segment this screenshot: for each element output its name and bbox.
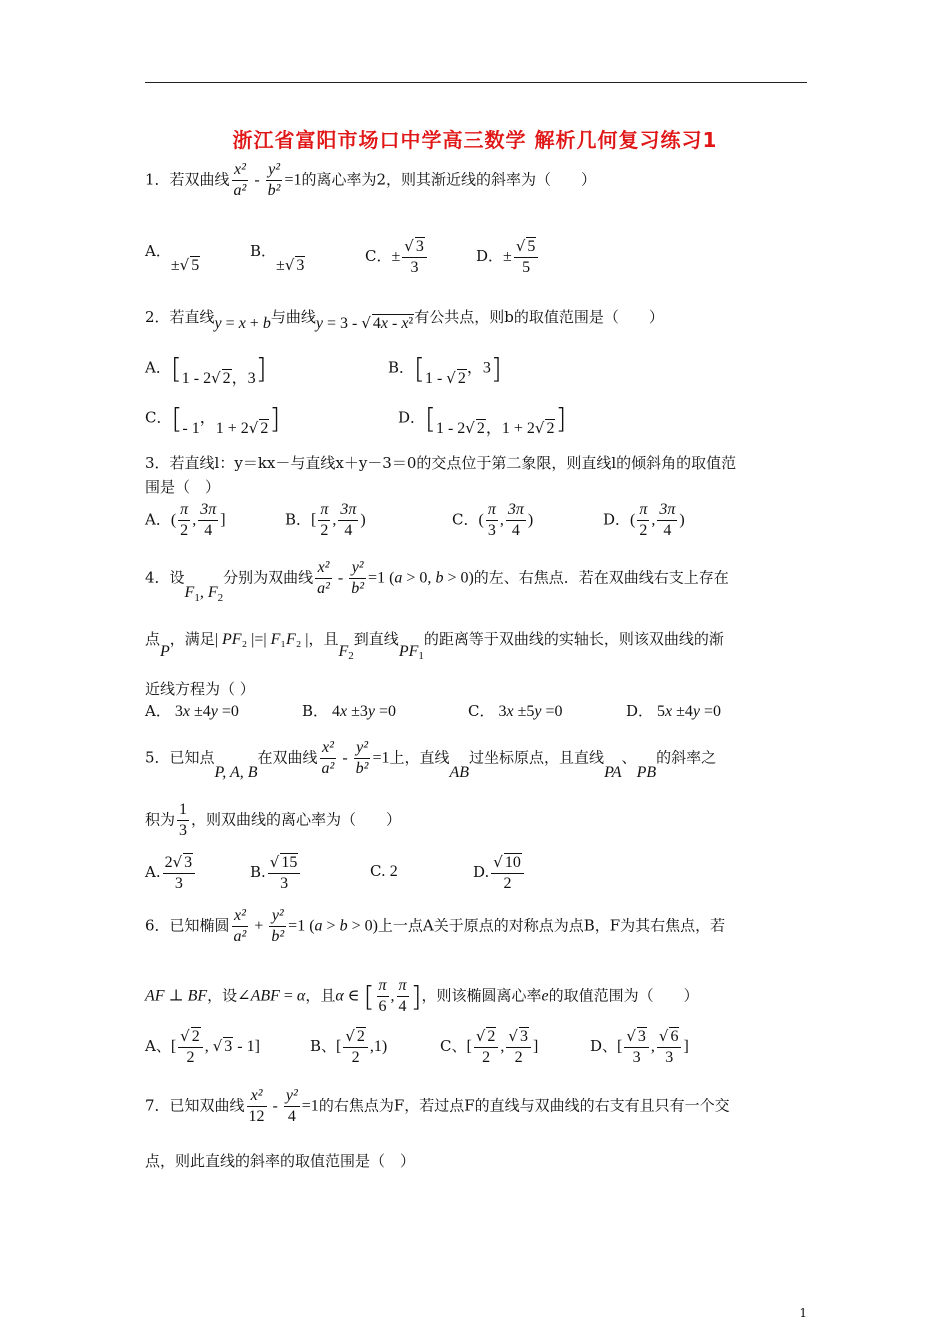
page-number: 1	[799, 1306, 807, 1320]
question-4-line-3: 近线方程为（ ）	[145, 680, 255, 698]
question-6-line-2: AF ⊥ BF，设∠ABF = α，且α ∈ [ $\frac{\pi}{6}$ , $\frac{\pi}{4}$ ]，则该椭圆离心率e的取值范围为（ ）	[145, 977, 699, 1015]
q5-option-a: A. $\frac{2√ 3}{3}$	[145, 852, 197, 894]
q1-option-c: C．± $\frac{√ 3}{3}$	[365, 236, 429, 278]
q5-option-b: B. $\frac{√ 15}{3}$	[250, 852, 302, 894]
q3-option-b: B．[ $\frac{\pi}{2}$ , $\frac{3\pi}{4}$ )	[285, 501, 366, 539]
question-4-line-1: 4．设$F_1$, $F_2$分别为双曲线 $\frac{\text{x²}}{\text{a²}}$ - $\frac{\text{y²}}{\text{b²}}$ =1 (a > 0, b > 0)的左、右焦点．若在双曲线右支上存在	[145, 559, 729, 604]
question-2: 2．若直线y = x + b与曲线y = 3 - √ 4x - x²有公共点，则b的取值范围是（ ）	[145, 308, 664, 332]
q2-option-d: D．[1 - 2√ 2，1 + 2√ 2]	[398, 402, 567, 437]
q3-option-c: C．( $\frac{\pi}{3}$ , $\frac{3\pi}{4}$ )	[452, 501, 534, 539]
q3-option-d: D．( $\frac{\pi}{2}$ , $\frac{3\pi}{4}$ )	[603, 501, 685, 539]
q2-option-a: A．[1 - 2√ 2，3]	[145, 352, 267, 387]
question-3-line-1: 3．若直线l：y＝kx－与直线x＋y－3＝0的交点位于第二象限，则直线l的倾斜角的取值范	[145, 454, 737, 472]
q4-option-b: B． 4x ±3y =0	[302, 702, 397, 720]
q4-option-a: A． 3x ±4y =0	[145, 702, 239, 720]
q3-option-a: A．( $\frac{\pi}{2}$ , $\frac{3\pi}{4}$ ]	[145, 501, 226, 539]
question-7-line-1: 7．已知双曲线 $\frac{\text{x²}}{12}$ - $\frac{\text{y²}}{4}$ =1的右焦点为F，若过点F的直线与双曲线的右支有且只有一个交	[145, 1087, 730, 1125]
formula: $\frac{\text{x²}}{\text{a²}}$	[233, 161, 247, 199]
q6-option-b: B、[ $\frac{√ 2}{2}$ ,1)	[310, 1027, 388, 1066]
q6-option-c: C、[ $\frac{√ 2}{2}$ , $\frac{√ 3}{2}$ ]	[440, 1027, 539, 1066]
header-rule	[145, 82, 807, 83]
question-4-line-2: 点P，满足| PF₂ |=| F₁F₂ |，且$F_2$到直线$PF_1$的距离等于双曲线的实轴长，则该双曲线的渐	[145, 630, 724, 662]
q1-option-d: D．± $\frac{√ 5}{5}$	[476, 236, 540, 278]
question-5-line-1: 5．已知点P, A, B在双曲线 $\frac{\text{x²}}{\text{a²}}$ - $\frac{\text{y²}}{\text{b²}}$ =1上，直线AB过坐标原点，且直线PA、PB的斜率之	[145, 739, 717, 781]
question-3-line-2: 围是（ ）	[145, 478, 221, 496]
q2-option-b: B．[1 - √ 2，3]	[388, 352, 502, 387]
q4-option-d: D． 5x ±4y =0	[626, 702, 722, 720]
question-5-line-2: 积为 $\frac{1}{3}$ ，则双曲线的离心率为（ ）	[145, 801, 402, 839]
question-1: 1．若双曲线 $\frac{\text{x²}}{\text{a²}}$ - $\frac{\text{y²}}{\text{b²}}$ =1的离心率为2，则其渐近线的斜率为（ ）	[145, 161, 597, 199]
q2-option-c: C．[- 1，1 + 2√ 2]	[145, 402, 281, 437]
q1-option-a: A．±√ 5	[145, 242, 200, 274]
question-6-line-1: 6．已知椭圆 $\frac{\text{x²}}{\text{a²}}$ + $\frac{\text{y²}}{\text{b²}}$ =1 (a > b > 0)上一点A关于原点的对称点为点B，F为其右焦点，若	[145, 907, 726, 945]
q5-option-c: C. 2	[370, 862, 398, 880]
question-7-line-2: 点，则此直线的斜率的取值范围是（ ）	[145, 1152, 416, 1170]
page-title: 浙江省富阳市场口中学高三数学 解析几何复习练习1	[232, 128, 718, 152]
q5-option-d: D. $\frac{√ 10}{2}$	[473, 852, 526, 894]
q1-option-b: B．±√ 3	[250, 242, 305, 274]
q4-option-c: C． 3x ±5y =0	[468, 702, 563, 720]
formula: $\frac{\text{y²}}{\text{b²}}$	[267, 161, 281, 199]
q6-option-d: D、[ $\frac{√ 3}{3}$ , $\frac{√ 6}{3}$ ]	[590, 1027, 689, 1066]
q6-option-a: A、[ $\frac{√ 2}{2}$ , √ 3 - 1]	[145, 1027, 260, 1066]
